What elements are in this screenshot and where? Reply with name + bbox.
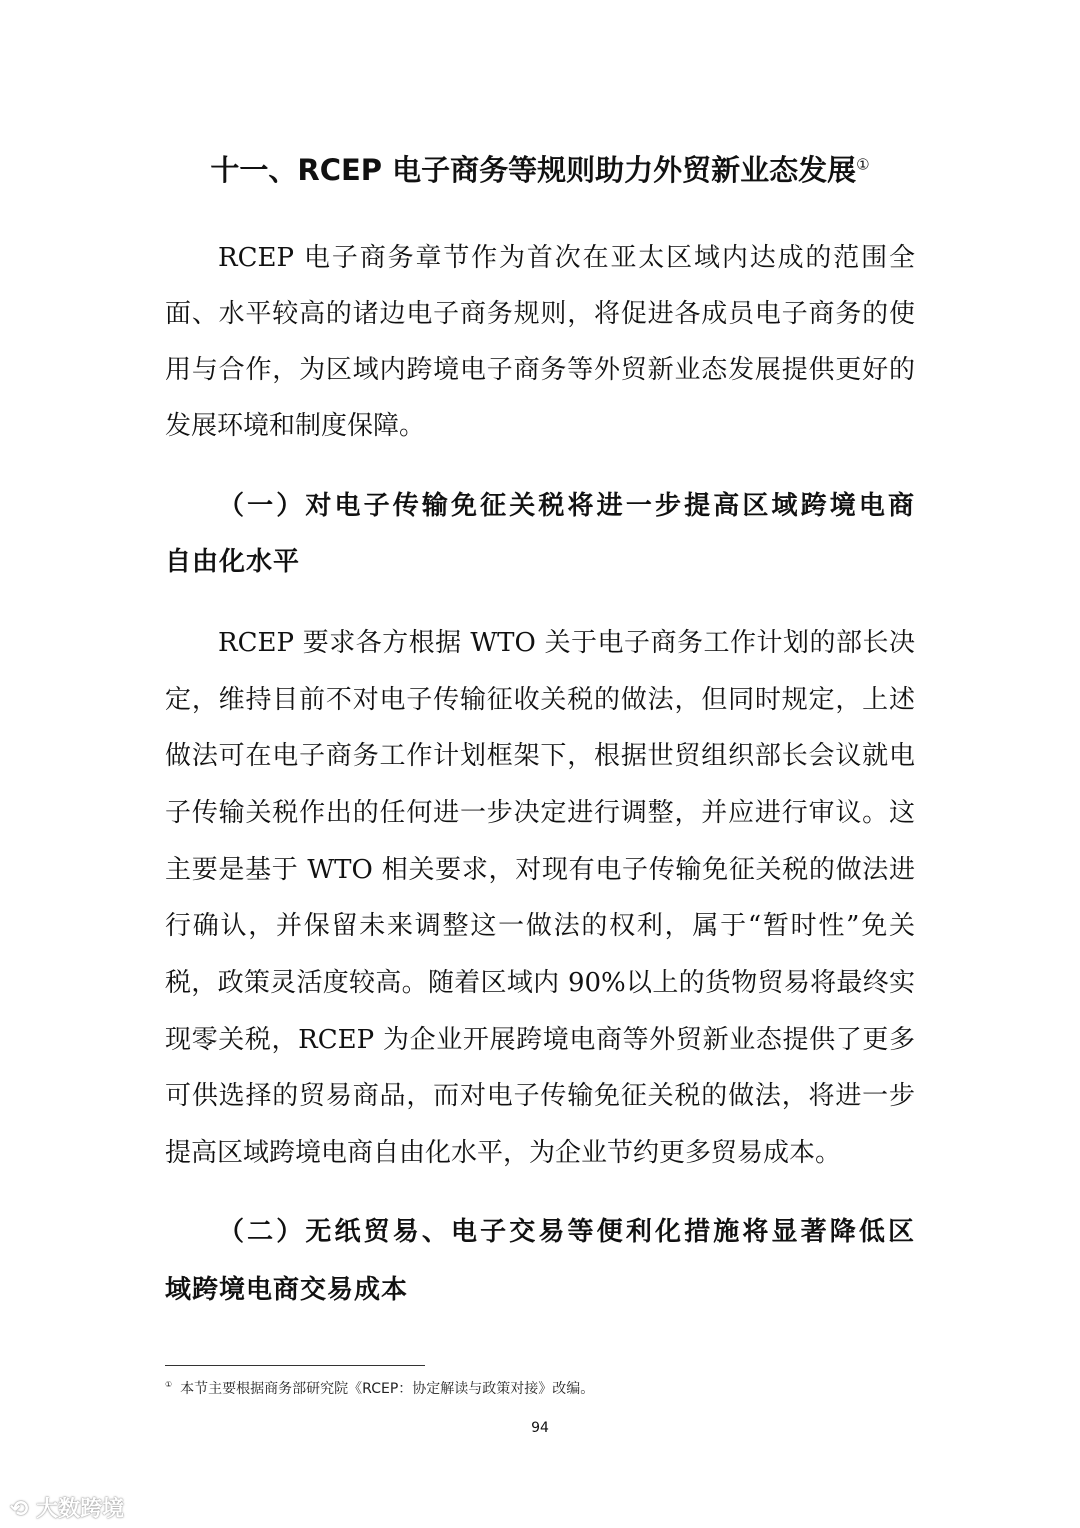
paragraph-line: RCEP 要求各方根据 WTO 关于电子商务工作计划的部长决 bbox=[218, 628, 915, 658]
page-number: 94 bbox=[531, 1420, 549, 1436]
paragraph-line: 定，维持目前不对电子传输征收关税的做法，但同时规定，上述 bbox=[165, 685, 915, 715]
paragraph-line: RCEP 电子商务章节作为首次在亚太区域内达成的范围全 bbox=[218, 243, 915, 273]
paragraph-line: 用与合作，为区域内跨境电子商务等外贸新业态发展提供更好的 bbox=[165, 355, 915, 385]
subheading-line: 自由化水平 bbox=[165, 547, 301, 577]
paragraph-line: 子传输关税作出的任何进一步决定进行调整，并应进行审议。这 bbox=[165, 798, 915, 828]
watermark-logo: ⟲ 大数跨境 bbox=[10, 1497, 125, 1522]
paragraph-line: 提高区域跨境电商自由化水平，为企业节约更多贸易成本。 bbox=[165, 1138, 842, 1168]
footnote-divider bbox=[165, 1365, 425, 1366]
subheading-line: （二）无纸贸易、电子交易等便利化措施将显著降低区 bbox=[218, 1217, 915, 1247]
paragraph-line: 发展环境和制度保障。 bbox=[165, 411, 426, 441]
footnote: ① 本节主要根据商务部研究院《RCEP：协定解读与政策对接》改编。 bbox=[165, 1380, 595, 1397]
watermark-icon: ⟲ bbox=[10, 1497, 37, 1522]
section-title: 十一、RCEP 电子商务等规则助力外贸新业态发展① bbox=[210, 153, 870, 187]
paragraph-line: 面、水平较高的诸边电子商务规则，将促进各成员电子商务的使 bbox=[165, 299, 915, 329]
paragraph-line: 可供选择的贸易商品，而对电子传输免征关税的做法，将进一步 bbox=[165, 1081, 915, 1111]
paragraph-line: 税，政策灵活度较高。随着区域内 90%以上的货物贸易将最终实 bbox=[165, 968, 915, 998]
subheading-line: （一）对电子传输免征关税将进一步提高区域跨境电商 bbox=[218, 491, 915, 521]
paragraph-line: 行确认，并保留未来调整这一做法的权利，属于“暂时性”免关 bbox=[165, 911, 915, 941]
paragraph-line: 主要是基于 WTO 相关要求，对现有电子传输免征关税的做法进 bbox=[165, 855, 915, 885]
paragraph-line: 现零关税，RCEP 为企业开展跨境电商等外贸新业态提供了更多 bbox=[165, 1025, 915, 1055]
subheading-line: 域跨境电商交易成本 bbox=[165, 1275, 409, 1305]
paragraph-line: 做法可在电子商务工作计划框架下，根据世贸组织部长会议就电 bbox=[165, 741, 915, 771]
